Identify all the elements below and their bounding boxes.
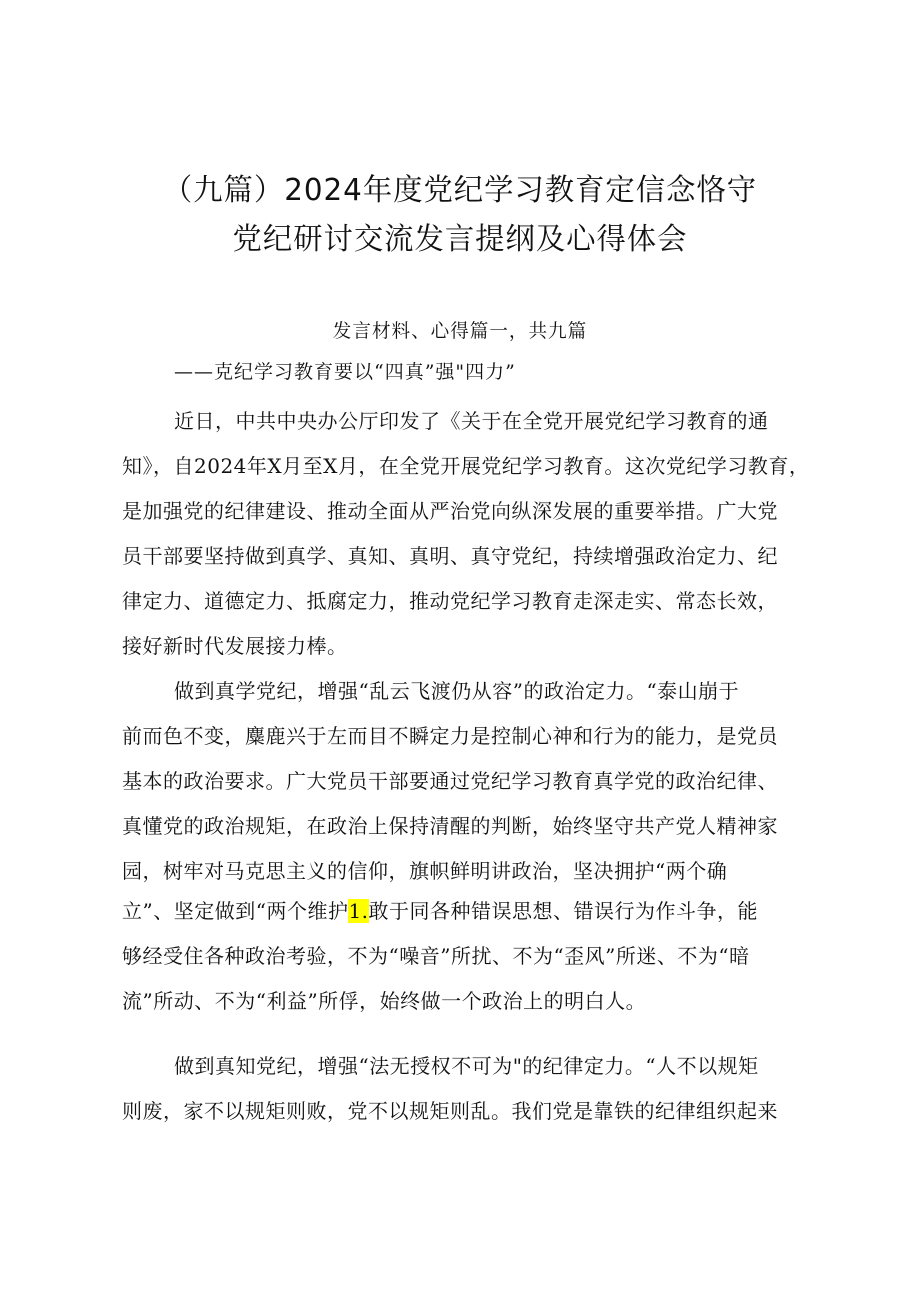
- paragraph-1-line-4: 员干部要坚持做到真学、真知、真明、真守党纪，持续增强政治定力、纪: [122, 544, 778, 568]
- paragraph-2-line-8: 流”所动、不为“利益”所俘，始终做一个政治上的明白人。: [122, 989, 647, 1013]
- paragraph-2-line-6: [122, 895, 758, 924]
- paragraph-1-line-6: 接好新时代发展接力棒。: [122, 634, 348, 658]
- paragraph-1-line-1: 近日，中共中央办公厅印发了《关于在全党开展党纪学习教育的通: [174, 409, 769, 433]
- highlight-line-after: 敢于同各种错误思想、错误行为作斗争，能: [368, 899, 759, 923]
- paragraph-2-line-3: 基本的政治要求。广大党员干部要通过党纪学习教育真学党的政治纪律、: [122, 769, 778, 793]
- highlight-line-before: 立”、坚定做到“两个维护: [122, 899, 349, 923]
- paragraph-1-line-5: 律定力、道德定力、抵腐定力，推动党纪学习教育走深走实、常态长效，: [122, 589, 778, 613]
- document-title-line-1: （九篇）2024年度党纪学习教育定信念恪守: [162, 173, 758, 208]
- section-heading: 发言材料、心得篇一，共九篇: [332, 320, 588, 342]
- paragraph-2-line-2: 前而色不变，麋鹿兴于左而目不瞬定力是控制心神和行为的能力，是党员: [122, 724, 778, 748]
- paragraph-1-line-3: 是加强党的纪律建设、推动全面从严治党向纵深发展的重要举措。广大党: [122, 499, 778, 523]
- paragraph-1-line-2: 知》，自2024年X月至X月，在全党开展党纪学习教育。这次党纪学习教育，: [122, 454, 810, 478]
- paragraph-2-line-4: 真懂党的政治规矩，在政治上保持清醒的判断，始终坚守共产党人精神家: [122, 814, 778, 838]
- document-title-line-2: 党纪研讨交流发言提纲及心得体会: [232, 222, 688, 257]
- highlighted-marker: 1.: [348, 899, 369, 923]
- paragraph-3-line-2: 则废，家不以规矩则败，党不以规矩则乱。我们党是靠铁的纪律组织起来: [122, 1099, 778, 1123]
- paragraph-3-line-1: 做到真知党纪，增强“法无授权不可为"的纪律定力。“人不以规矩: [174, 1054, 759, 1078]
- paragraph-2-line-7: 够经受住各种政治考验，不为“噪音”所扰、不为“歪风”所迷、不为“暗: [122, 944, 750, 968]
- paragraph-2-line-5: 园，树牢对马克思主义的信仰，旗帜鲜明讲政治，坚决拥护“两个确: [122, 859, 728, 883]
- section-subtitle: ——克纪学习教育要以“四真”强"四力”: [174, 361, 516, 383]
- paragraph-2-line-1: 做到真学党纪，增强“乱云飞渡仍从容”的政治定力。“泰山崩于: [174, 679, 740, 703]
